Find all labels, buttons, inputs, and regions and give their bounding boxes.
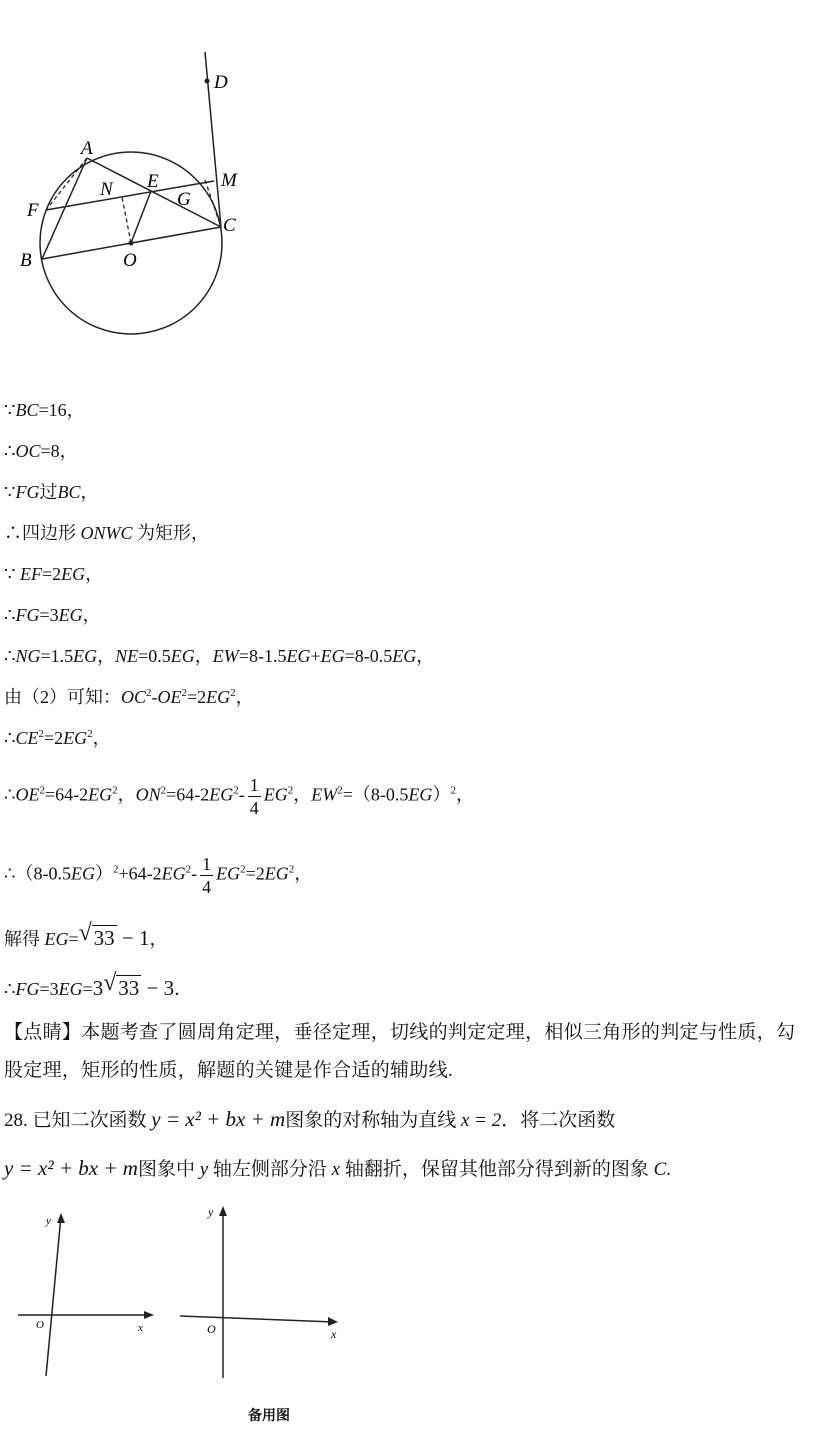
x-label: x bbox=[138, 1322, 143, 1334]
y-axis-arrow bbox=[219, 1206, 227, 1216]
y-axis-arrow bbox=[57, 1213, 65, 1223]
y-axis bbox=[46, 1216, 61, 1376]
step-5: ∵ EF=2EG， bbox=[4, 564, 104, 584]
line-ab bbox=[42, 158, 87, 259]
step-2: ∴OC=8， bbox=[4, 441, 78, 461]
label-f: F bbox=[27, 200, 39, 221]
x-axis-arrow bbox=[144, 1311, 154, 1319]
x-axis-arrow bbox=[328, 1317, 338, 1326]
y-label: y bbox=[46, 1215, 51, 1227]
step-9: $\therefore CE^2=2EG^2$， bbox=[4, 728, 111, 748]
label-c: C bbox=[223, 215, 236, 236]
label-d: D bbox=[214, 72, 228, 93]
comment-paragraph: 【点睛】本题考查了圆周角定理，垂径定理，切线的判定定理，相似三角形的判定与性质，勾股定理，矩形的性质，解题的关键是作合适的辅助线. bbox=[4, 1022, 796, 1081]
fraction-quarter: $\frac{1}{4}$ bbox=[202, 854, 212, 897]
x-label: x bbox=[331, 1327, 337, 1341]
step-8: 由（2）可知：$OC^2-OE^2=2EG^2$， bbox=[4, 687, 254, 707]
step-11: $\therefore(8-0.5EG)^2+64-2EG^2-$ $\frac{1}{4}$ $EG^2=2EG^2$， bbox=[4, 854, 313, 897]
origin-label: O bbox=[36, 1319, 44, 1331]
label-o: O bbox=[123, 250, 137, 271]
point-o bbox=[129, 241, 134, 246]
x-axis bbox=[180, 1316, 334, 1322]
origin-label: O bbox=[207, 1322, 216, 1336]
label-e: E bbox=[147, 171, 159, 192]
figure-caption: 备用图 bbox=[248, 1408, 290, 1424]
step-3: ∵FG过BC， bbox=[4, 482, 99, 502]
problem-28-line-1: 28. 已知二次函数 y = x² + bx + m图象的对称轴为直线 x = 2．将二次函数 bbox=[4, 1107, 616, 1131]
label-a: A bbox=[81, 138, 93, 159]
point-d bbox=[205, 79, 210, 84]
y-label: y bbox=[208, 1205, 214, 1219]
problem-28-line-2: y = x² + bx + m图象中 y 轴左侧部分沿 x 轴翻折，保留其他部分得到新的图象 C. bbox=[4, 1156, 672, 1180]
coordinate-axes-1 bbox=[14, 1208, 164, 1383]
step-1: ∵BC=16， bbox=[4, 400, 85, 420]
sqrt-33: √ 33 bbox=[103, 970, 140, 1000]
step-12: 解得 EG= √ 33 − 1， bbox=[4, 920, 168, 950]
step-7: ∴NG=1.5EG，NE=0.5EG，EW=8-1.5EG+EG=8-0.5EG， bbox=[4, 646, 435, 666]
label-m: M bbox=[221, 170, 237, 191]
geometry-figure bbox=[0, 40, 300, 350]
sqrt-33: √ 33 bbox=[78, 920, 115, 950]
line-oe bbox=[131, 191, 151, 243]
label-b: B bbox=[20, 250, 32, 271]
fraction-quarter: $\frac{1}{4}$ bbox=[249, 775, 259, 818]
label-g: G bbox=[177, 189, 191, 210]
step-10: $\therefore OE^2=64-2EG^2$，$ON^2=64-2EG^2-$ $\frac{1}{4}$ $EG^2$，$EW^2=(8-0.5EG)^2$， bbox=[4, 775, 474, 818]
line-on-dashed bbox=[122, 197, 131, 243]
step-6: ∴FG=3EG， bbox=[4, 605, 101, 625]
step-4: ∴四边形 ONWC 为矩形， bbox=[4, 523, 210, 543]
coordinate-axes-2 bbox=[176, 1200, 351, 1385]
step-13: ∴FG=3EG=3 √ 33 − 3． bbox=[4, 970, 193, 1000]
label-n: N bbox=[100, 179, 113, 200]
